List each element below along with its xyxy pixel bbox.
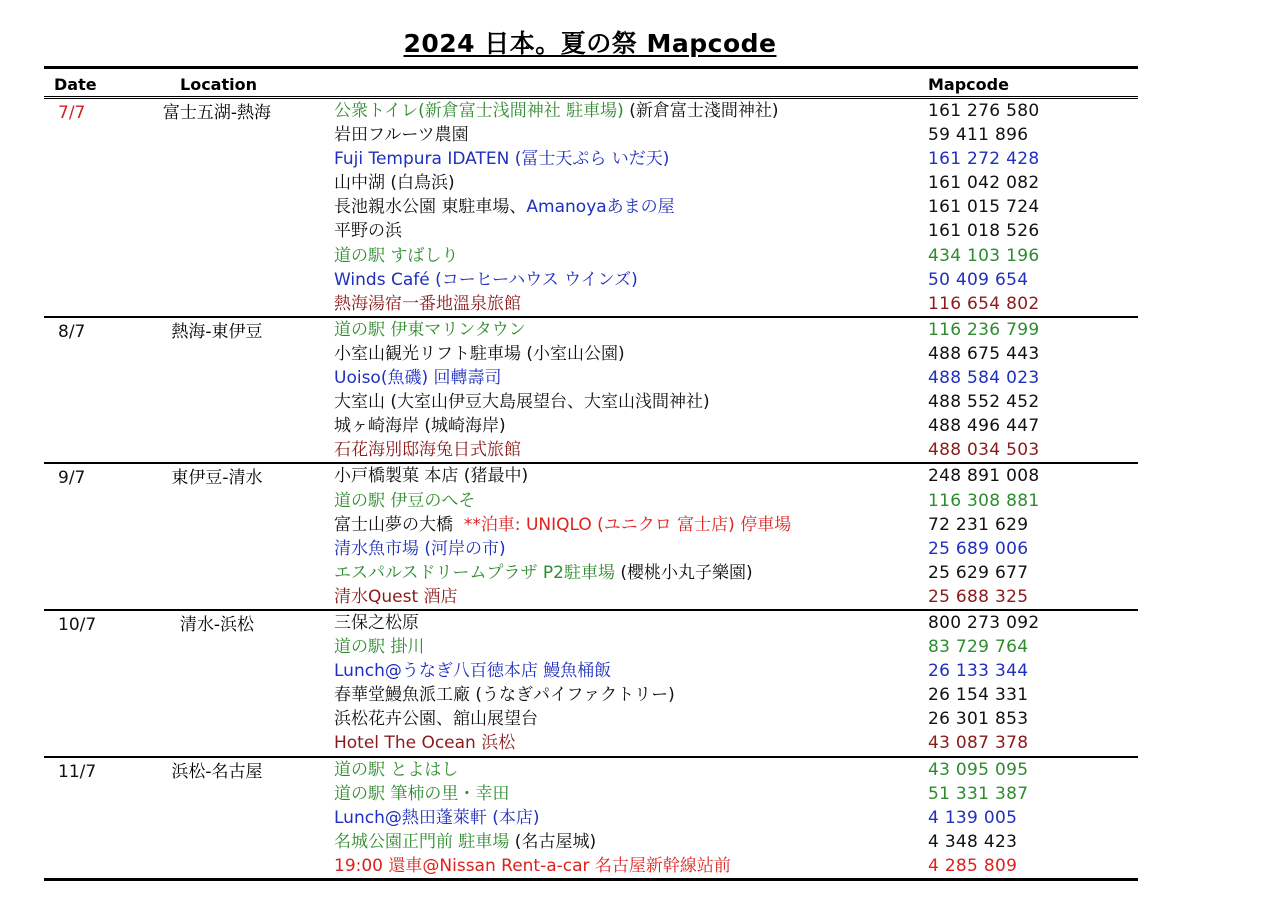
group-location: 富士五湖-熱海 [162, 103, 272, 123]
table-row [44, 707, 1138, 731]
table-row [44, 414, 1138, 438]
mapcode-value: 51 331 387 [928, 783, 1029, 804]
place-name [334, 489, 475, 513]
group-location: 東伊豆-清水 [171, 468, 263, 489]
table-row [44, 219, 1138, 243]
place-text-segment: (新倉富士淺間神社) [623, 101, 779, 121]
table-row [44, 731, 1138, 755]
place-name [334, 830, 596, 854]
mapcode-value: 488 584 023 [928, 368, 1040, 389]
mapcode-value: 488 034 503 [928, 440, 1040, 461]
group-date: 8/7 [58, 321, 86, 342]
date-group [44, 609, 1138, 756]
mapcode-value: 59 411 896 [928, 125, 1029, 146]
place-name [334, 438, 521, 462]
place-name [334, 635, 424, 659]
place-name [334, 99, 779, 123]
group-date: 11/7 [58, 761, 97, 782]
date-group [44, 756, 1138, 878]
place-text-segment: 山中湖 (白鳥浜) [334, 173, 455, 194]
table-row [44, 585, 1138, 609]
group-date: 9/7 [58, 468, 86, 489]
table-row [44, 489, 1138, 513]
place-text-segment: 道の駅 とよはし [334, 759, 459, 780]
place-text-segment: Hotel The Ocean 浜松 [334, 733, 516, 754]
table-row [44, 147, 1138, 171]
mapcode-value: 26 133 344 [928, 661, 1029, 682]
mapcode-value: 248 891 008 [928, 466, 1040, 487]
group-location: 熱海-東伊豆 [171, 321, 263, 342]
mapcode-value: 161 015 724 [928, 197, 1040, 218]
mapcode-value: 161 018 526 [928, 221, 1040, 242]
place-name [334, 731, 515, 755]
place-name [334, 683, 675, 707]
mapcode-value: 488 496 447 [928, 416, 1040, 437]
place-text-segment: 熱海湯宿一番地溫泉旅館 [334, 293, 521, 314]
group-date: 7/7 [58, 103, 86, 123]
mapcode-value: 116 308 881 [928, 490, 1040, 511]
place-text-segment: 春華堂鰻魚派工廠 (うなぎパイファクトリー) [334, 685, 675, 706]
table-row [44, 268, 1138, 292]
place-text-segment: 名城公園正門前 駐車場 [334, 831, 510, 852]
place-text-segment: 道の駅 すばしり [334, 245, 459, 266]
place-text-segment: 小室山観光リフト駐車場 (小室山公園) [334, 343, 625, 364]
place-name [334, 464, 528, 488]
place-text-segment: Uoiso(魚磯) 回轉壽司 [334, 368, 502, 389]
place-text-segment: Fuji Tempura IDATEN (冨士天ぷら いだ天) [334, 149, 670, 170]
place-name [334, 318, 526, 342]
mapcode-value: 43 095 095 [928, 759, 1029, 780]
header-location: Location [180, 75, 257, 94]
place-text-segment: 城ヶ崎海岸 (城崎海岸) [334, 416, 506, 437]
place-name [334, 513, 791, 537]
place-text-segment: 岩田フルーツ農園 [334, 125, 469, 146]
table-header [44, 69, 1138, 99]
table-row [44, 537, 1138, 561]
place-text-segment: 公衆トイレ(新倉富士浅間神社 駐車場) [334, 101, 624, 121]
place-text-segment: (名古屋城) [509, 831, 597, 852]
mapcode-value: 161 272 428 [928, 149, 1040, 170]
mapcode-value: 161 042 082 [928, 173, 1040, 194]
place-text-segment: エスパルスドリームプラザ P2駐車場 [334, 562, 615, 583]
place-name [334, 782, 509, 806]
place-text-segment: (櫻桃小丸子樂園) [614, 562, 753, 583]
place-name [334, 342, 625, 366]
table-row [44, 513, 1138, 537]
header-date: Date [54, 75, 97, 94]
group-location: 清水-浜松 [179, 614, 255, 635]
mapcode-value: 4 285 809 [928, 855, 1018, 876]
place-text-segment: 清水Quest 酒店 [334, 586, 458, 607]
place-text-segment: 浜松花卉公園、舘山展望台 [334, 709, 538, 730]
place-name [334, 585, 458, 609]
table-row [44, 99, 1138, 123]
page-title: 2024 日本。夏の祭 Mapcode [403, 29, 777, 58]
table-row [44, 244, 1138, 268]
place-name [334, 244, 458, 268]
date-group [44, 462, 1138, 609]
place-name [334, 414, 506, 438]
place-text-segment: 石花海別邸海兔日式旅館 [334, 440, 521, 461]
place-text-segment: Lunch@うなぎ八百徳本店 鰻魚桶飯 [334, 661, 612, 682]
mapcode-value: 25 689 006 [928, 538, 1029, 559]
place-text-segment: 19:00 還車@Nissan Rent-a-car 名古屋新幹線站前 [334, 855, 731, 876]
mapcode-value: 26 154 331 [928, 685, 1029, 706]
table-row [44, 195, 1138, 219]
mapcode-value: 50 409 654 [928, 269, 1029, 290]
place-text-segment: Lunch@熱田蓬萊軒 (本店) [334, 807, 540, 828]
place-text-segment: 道の駅 掛川 [334, 637, 425, 658]
place-name [334, 292, 521, 316]
table-row [44, 635, 1138, 659]
place-text-segment: 道の駅 筆柿の里・幸田 [334, 783, 510, 804]
date-group [44, 316, 1138, 463]
place-name [334, 123, 469, 147]
place-name [334, 611, 419, 635]
table-row [44, 659, 1138, 683]
table-row [44, 683, 1138, 707]
place-text-segment: 小戸橋製菓 本店 (猪最中) [334, 466, 529, 487]
mapcode-value: 25 688 325 [928, 586, 1029, 607]
place-text-segment: 清水魚市場 (河岸の市) [334, 538, 506, 559]
group-location: 浜松-名古屋 [171, 761, 263, 782]
place-text-segment: **泊車: UNIQLO (ユニクロ 富士店) 停車場 [463, 514, 792, 535]
mapcode-value: 488 675 443 [928, 343, 1040, 364]
place-name [334, 659, 611, 683]
place-name [334, 147, 669, 171]
mapcode-value: 25 629 677 [928, 562, 1029, 583]
table-row [44, 342, 1138, 366]
mapcode-value: 26 301 853 [928, 709, 1029, 730]
table-row [44, 123, 1138, 147]
place-text-segment: 三保之松原 [334, 612, 419, 633]
place-name [334, 366, 502, 390]
place-name [334, 219, 402, 243]
place-name [334, 195, 675, 219]
table-row [44, 806, 1138, 830]
mapcode-value: 4 348 423 [928, 831, 1018, 852]
mapcode-value: 116 654 802 [928, 293, 1040, 314]
place-text-segment: 富士山夢の大橋 [334, 514, 464, 535]
place-name [334, 707, 538, 731]
place-text-segment: Winds Café (コーヒーハウス ウインズ) [334, 269, 638, 290]
place-name [334, 806, 540, 830]
date-group [44, 99, 1138, 316]
place-text-segment: 道の駅 伊東マリンタウン [334, 319, 526, 340]
table-row [44, 830, 1138, 854]
place-name [334, 268, 638, 292]
mapcode-value: 43 087 378 [928, 733, 1029, 754]
mapcode-value: 116 236 799 [928, 319, 1040, 340]
mapcode-value: 800 273 092 [928, 612, 1040, 633]
mapcode-table [44, 66, 1138, 881]
mapcode-value: 161 276 580 [928, 101, 1040, 121]
table-row [44, 854, 1138, 878]
table-row [44, 561, 1138, 585]
place-text-segment: 大室山 (大室山伊豆大島展望台、大室山浅間神社) [334, 392, 710, 413]
place-name [334, 561, 753, 585]
place-text-segment: Amanoyaあまの屋 [526, 197, 675, 218]
place-text-segment: 長池親水公園 東駐車場、 [334, 197, 527, 218]
group-date: 10/7 [58, 614, 97, 635]
mapcode-value: 83 729 764 [928, 637, 1029, 658]
mapcode-value: 4 139 005 [928, 807, 1018, 828]
table-row [44, 366, 1138, 390]
table-body [44, 99, 1138, 878]
place-name [334, 854, 731, 878]
table-row [44, 390, 1138, 414]
table-row [44, 782, 1138, 806]
place-name [334, 390, 710, 414]
table-row [44, 758, 1138, 782]
header-mapcode: Mapcode [928, 75, 1009, 94]
table-row [44, 611, 1138, 635]
place-name [334, 758, 458, 782]
place-name [334, 171, 455, 195]
table-row [44, 438, 1138, 462]
table-row [44, 318, 1138, 342]
place-text-segment: 平野の浜 [334, 221, 402, 242]
table-row [44, 171, 1138, 195]
place-name [334, 537, 506, 561]
mapcode-value: 488 552 452 [928, 392, 1040, 413]
mapcode-value: 72 231 629 [928, 514, 1029, 535]
mapcode-value: 434 103 196 [928, 245, 1040, 266]
table-row [44, 464, 1138, 488]
table-row [44, 292, 1138, 316]
place-text-segment: 道の駅 伊豆のへそ [334, 490, 476, 511]
